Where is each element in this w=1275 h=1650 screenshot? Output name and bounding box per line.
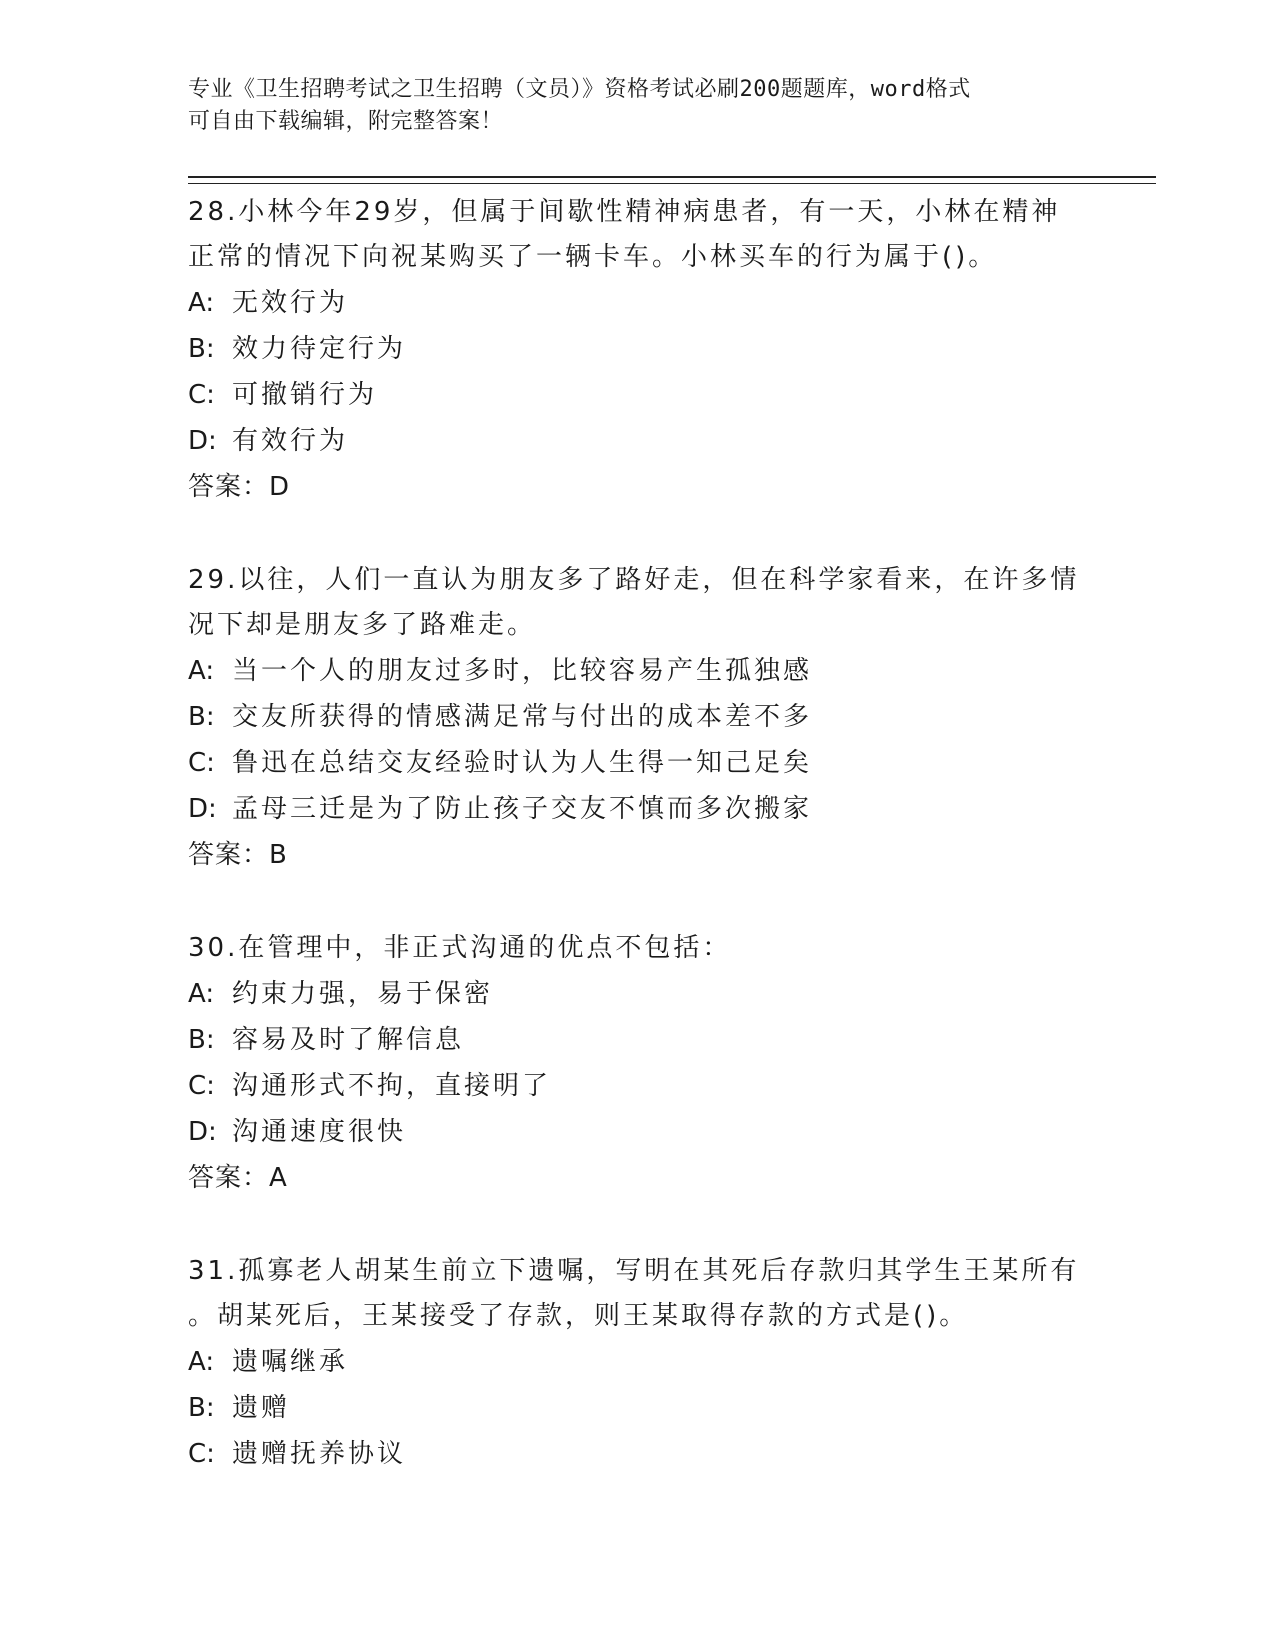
option-letter: A: [188, 1347, 215, 1377]
question-text-line: 正常的情况下向祝某购买了一辆卡车。小林买车的行为属于()。 [188, 242, 998, 272]
option-c [188, 1063, 1088, 1109]
question-31 [188, 1249, 1088, 1477]
option-text: 当一个人的朋友过多时，比较容易产生孤独感 [232, 656, 813, 686]
option-letter: B: [188, 1025, 215, 1055]
option-text: 鲁迅在总结交友经验时认为人生得一知己足矣 [232, 748, 813, 778]
question-30 [188, 926, 1088, 1201]
option-d [188, 1109, 1088, 1155]
question-spacer [188, 1201, 1088, 1249]
header-divider-thick [188, 176, 1156, 178]
question-spacer [188, 878, 1088, 926]
answer-line: 答案：D [188, 472, 291, 502]
option-letter: D: [188, 426, 217, 456]
option-text: 容易及时了解信息 [232, 1025, 465, 1055]
question-text-line: 。胡某死后，王某接受了存款，则王某取得存款的方式是()。 [188, 1301, 969, 1331]
option-letter: B: [188, 334, 215, 364]
option-letter: D: [188, 794, 217, 824]
question-text-line: 30.在管理中，非正式沟通的优点不包括： [188, 933, 732, 963]
option-letter: D: [188, 1117, 217, 1147]
option-letter: C: [188, 1071, 215, 1101]
option-b [188, 1385, 1088, 1431]
option-b [188, 1017, 1088, 1063]
option-text: 有效行为 [232, 426, 349, 456]
header-line-2: 可自由下载编辑，附完整答案！ [188, 109, 504, 134]
option-c [188, 1431, 1088, 1477]
document-header [188, 74, 1068, 138]
option-text: 效力待定行为 [232, 334, 407, 364]
question-29 [188, 558, 1088, 878]
answer-line: 答案：B [188, 840, 288, 870]
question-28 [188, 190, 1088, 510]
question-spacer [188, 510, 1088, 558]
option-letter: A: [188, 979, 215, 1009]
option-a [188, 971, 1088, 1017]
option-text: 遗赠抚养协议 [232, 1439, 407, 1469]
option-c [188, 740, 1088, 786]
option-d [188, 786, 1088, 832]
question-text-line: 29.以往，人们一直认为朋友多了路好走，但在科学家看来，在许多情 [188, 565, 1080, 595]
option-a [188, 280, 1088, 326]
answer-line: 答案：A [188, 1163, 288, 1193]
option-b [188, 694, 1088, 740]
option-text: 孟母三迁是为了防止孩子交友不慎而多次搬家 [232, 794, 813, 824]
option-letter: B: [188, 702, 215, 732]
option-letter: B: [188, 1393, 215, 1423]
option-a [188, 1339, 1088, 1385]
option-text: 无效行为 [232, 288, 349, 318]
question-text-line: 况下却是朋友多了路难走。 [188, 610, 537, 640]
option-text: 约束力强，易于保密 [232, 979, 494, 1009]
option-letter: C: [188, 1439, 215, 1469]
option-b [188, 326, 1088, 372]
option-text: 遗嘱继承 [232, 1347, 349, 1377]
option-letter: A: [188, 288, 215, 318]
question-list [188, 190, 1088, 1477]
question-text-line: 31.孤寡老人胡某生前立下遗嘱，写明在其死后存款归其学生王某所有 [188, 1256, 1080, 1286]
option-d [188, 418, 1088, 464]
option-letter: C: [188, 380, 215, 410]
header-line-1: 专业《卫生招聘考试之卫生招聘（文员）》资格考试必刷200题题库，word格式 [188, 77, 971, 102]
option-text: 沟通形式不拘，直接明了 [232, 1071, 552, 1101]
option-text: 遗赠 [232, 1393, 291, 1423]
option-c [188, 372, 1088, 418]
option-text: 交友所获得的情感满足常与付出的成本差不多 [232, 702, 813, 732]
option-letter: A: [188, 656, 215, 686]
option-letter: C: [188, 748, 215, 778]
option-text: 沟通速度很快 [232, 1117, 407, 1147]
question-text-line: 28.小林今年29岁，但属于间歇性精神病患者，有一天，小林在精神 [188, 197, 1061, 227]
option-text: 可撤销行为 [232, 380, 378, 410]
header-divider-thin [188, 183, 1156, 184]
option-a [188, 648, 1088, 694]
